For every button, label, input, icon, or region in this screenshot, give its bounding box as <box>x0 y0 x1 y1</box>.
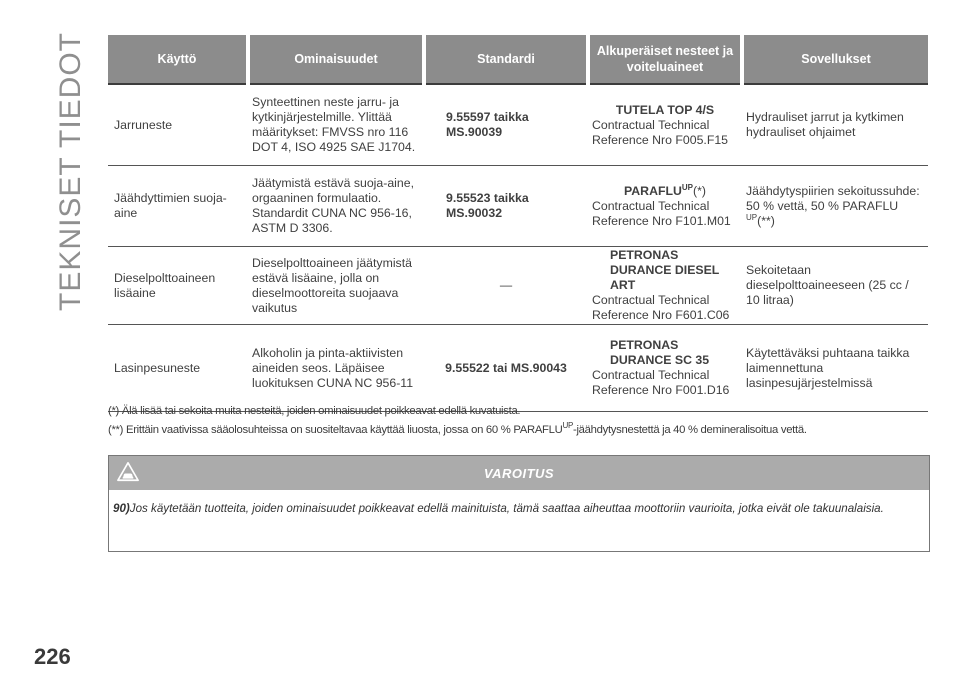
cell-application: Käytettäväksi puhtaana taikka laimennettuna lasinpesujärjestelmissä <box>746 345 910 390</box>
product-name: PETRONAS DURANCE SC 35 <box>610 338 710 367</box>
product-name: $PARAFLU^{UP}(*)$ <box>624 182 706 198</box>
cell-application: Hydrauliset jarrut ja kytkimen hydrauliset ohjaimet <box>746 110 904 139</box>
cell-standard: 9.55522 tai MS.90043 <box>445 360 567 375</box>
cell-properties: Dieselpolttoaineen jäätymistä estävä lisäaine, jolla on dieselmoottoreita suojaava vaikutus <box>252 255 412 315</box>
cell-standard: — <box>499 278 513 292</box>
footnote-2: (**) Erittäin vaativissa sääolosuhteissa on suositeltavaa käyttää liuosta, jossa on 60 % $PARAFLU^{UP}$-jäähdytysnestettä ja 40 % demineralisoitua vettä. <box>108 421 807 437</box>
header-applications: Sovellukset <box>742 35 928 84</box>
product-reference: Contractual Technical Reference Nro F005.F15 <box>592 117 729 147</box>
cell-standard: 9.55523 taikka MS.90032 <box>446 191 529 220</box>
product-name: TUTELA TOP 4/S <box>615 102 715 117</box>
cell-product <box>588 247 742 325</box>
cell-properties: Synteettinen neste jarru- ja kytkinjärjestelmille. Ylittää määritykset: FMVSS nro 116 DOT 4, ISO 4925 SAE J1704. <box>252 95 416 154</box>
table-header-row <box>108 35 928 84</box>
cell-use: Dieselpolttoaineen lisäaine <box>114 270 216 300</box>
table-row <box>108 325 928 412</box>
warning-header <box>109 456 929 490</box>
header-standard: Standardi <box>424 35 588 84</box>
section-side-title: TEKNISET TIEDOT <box>54 32 87 311</box>
product-reference: Contractual Technical Reference Nro F601.C06 <box>592 293 730 322</box>
cell-product <box>588 325 742 412</box>
cell-application: Jäähdytyspiirien sekoitussuhde: 50 % vettä, 50 % PARAFLU $^{UP}$(**) <box>746 183 920 228</box>
warning-text <box>109 490 929 516</box>
header-original-fluids: Alkuperäiset nesteet ja voiteluaineet <box>588 35 742 84</box>
cell-product <box>588 166 742 247</box>
table-row <box>108 247 928 325</box>
page-number: 226 <box>34 644 71 669</box>
cell-use: Jäähdyttimien suoja-aine <box>114 191 227 220</box>
fluids-table-container <box>108 35 928 412</box>
footnote-1: (*) Älä lisää tai sekoita muita nesteitä, joiden ominaisuudet poikkeavat edellä kuvatuista. <box>108 405 521 417</box>
cell-use: Lasinpesuneste <box>114 360 201 375</box>
cell-properties: Alkoholin ja pinta-aktiivisten aineiden seos. Läpäisee luokituksen CUNA NC 956-11 <box>252 345 414 390</box>
warning-reference: 90) <box>113 502 130 515</box>
cell-application: Sekoitetaan dieselpolttoaineeseen (25 cc / 10 litraa) <box>746 263 909 307</box>
fluids-table <box>108 35 928 412</box>
table-row <box>108 84 928 166</box>
warning-box <box>108 455 930 552</box>
product-reference: Contractual Technical Reference Nro F001.D16 <box>592 368 730 397</box>
car-warning-icon <box>117 461 139 483</box>
cell-product <box>588 84 742 166</box>
table-footnotes <box>108 404 928 442</box>
warning-message: Jos käytetään tuotteita, joiden ominaisuudet poikkeavat edellä mainituista, tämä saattaa aiheuttaa moottoriin vaurioita, jotka eivät ole takuunalaisia. <box>129 502 884 515</box>
product-name: PETRONAS DURANCE DIESEL ART <box>610 248 720 292</box>
table-row <box>108 166 928 247</box>
cell-standard: 9.55597 taikka MS.90039 <box>446 110 529 139</box>
product-reference: Contractual Technical Reference Nro F101.M01 <box>592 198 731 228</box>
header-properties: Ominaisuudet <box>248 35 424 84</box>
warning-title: VAROITUS <box>483 465 555 481</box>
cell-use: Jarruneste <box>114 117 173 132</box>
cell-properties: Jäätymistä estävä suoja-aine, orgaaninen formulaatio. Standardit CUNA NC 956-16, ASTM D 3306. <box>252 176 414 235</box>
header-use: Käyttö <box>108 35 248 84</box>
